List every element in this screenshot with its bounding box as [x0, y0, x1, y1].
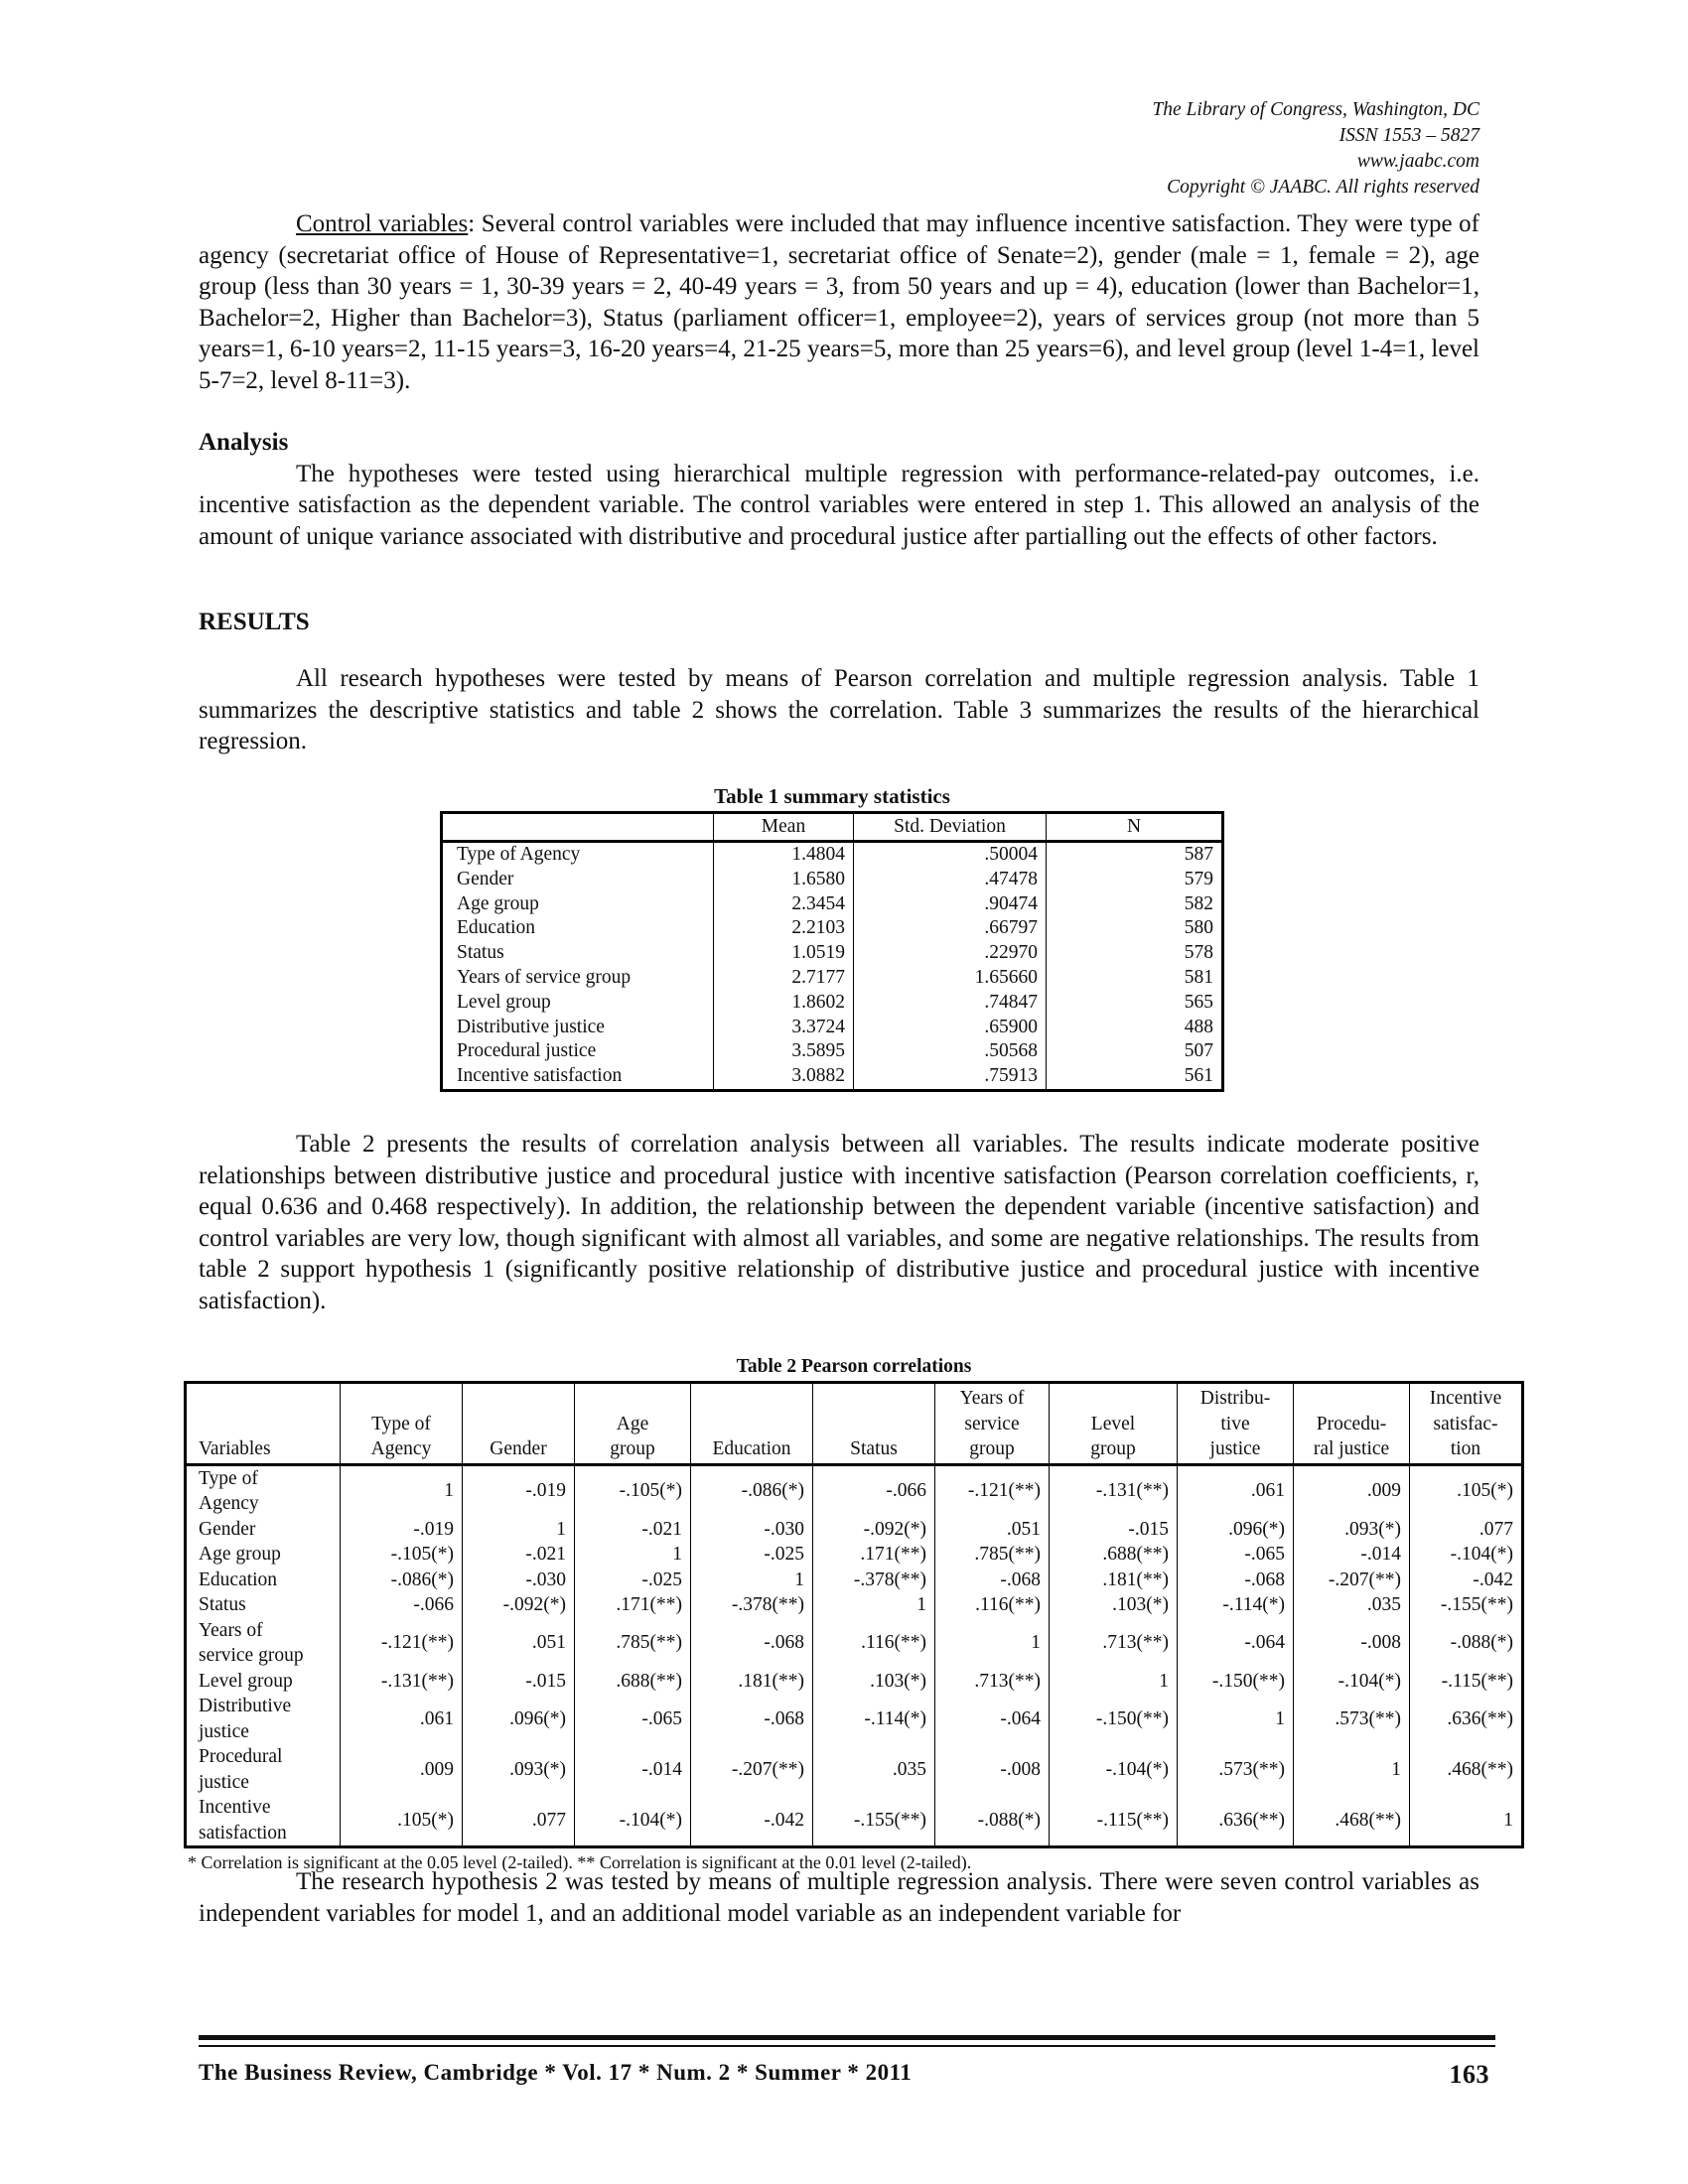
table-2-col-header-line: group: [969, 1438, 1015, 1459]
table-2-cell: -.042: [1410, 1568, 1523, 1593]
table-2-cell: .636(**): [1178, 1795, 1294, 1847]
table-2-row-label: [186, 1618, 341, 1669]
table-2-cell: .105(*): [341, 1795, 463, 1847]
table-2-cell: -.131(**): [1050, 1464, 1178, 1517]
table-2-col-header: [341, 1383, 463, 1465]
table-2-cell: .035: [813, 1744, 935, 1795]
table-2-cell: -.150(**): [1050, 1694, 1178, 1744]
page-number: 163: [1449, 2060, 1489, 2089]
table-1-body: [442, 842, 1223, 1091]
table-2-row-label-line: Procedural: [199, 1746, 283, 1767]
table-2-cell: -.378(**): [691, 1592, 813, 1618]
table-1-row-label: Gender: [442, 868, 714, 892]
table-2-cell: -.121(**): [935, 1464, 1050, 1517]
results-heading: RESULTS: [199, 609, 310, 635]
table-2-cell: -.086(*): [341, 1568, 463, 1593]
table-1-cell: 1.8602: [714, 991, 854, 1016]
table-1-cell: 1.0519: [714, 941, 854, 966]
table-2-cell: -.019: [463, 1464, 575, 1517]
control-variables-text: : Several control variables were included that may influence incentive satisfaction. They were type of agency (secretariat office of House of Representative=1, secretariat office of Senate=2), gender (male = 1, female = 2), age group (less than 30 years = 1, 30-39 years = 2, 40-49 years = 3, from 50 years and up = 4), education (lower than Bachelor=1, Bachelor=2, Higher than Bachelor=3), Status (parliament officer=1, employee=2), years of services group (not more than 5 years=1, 6-10 years=2, 11-15 years=3, 16-20 years=4, 21-25 years=5, more than 25 years=6), and level group (level 1-4=1, level 5-7=2, level 8-11=3).: [199, 210, 1479, 394]
table-1-cell: .75913: [854, 1064, 1047, 1090]
table-1-caption: Table 1 summary statistics: [714, 784, 950, 808]
table-2-cell: 1: [813, 1592, 935, 1618]
table-2-cell: -.114(*): [813, 1694, 935, 1744]
table-2-col-header-line: justice: [1209, 1438, 1261, 1459]
table-1-header-row: [442, 813, 1223, 842]
table-2-cell: -.066: [813, 1464, 935, 1517]
table-1-cell: 2.7177: [714, 966, 854, 991]
table-2-cell: .009: [1294, 1464, 1410, 1517]
table-2-cell: -.086(*): [691, 1464, 813, 1517]
table-2-row-label: [186, 1592, 341, 1618]
table-2-cell: 1: [575, 1542, 691, 1568]
summary-statistics-table: [440, 811, 1224, 1092]
table-1-cell: 3.5895: [714, 1039, 854, 1064]
table-2-row: [186, 1694, 1523, 1744]
table-1-cell: 1.6580: [714, 868, 854, 892]
table-2-row: [186, 1464, 1523, 1517]
table-2-cell: -.064: [935, 1694, 1050, 1744]
table-2-significance-note: * Correlation is significant at the 0.05 level (2-tailed). ** Correlation is significant at the 0.01 level (2-tailed).: [188, 1852, 972, 1872]
table-2-body: [186, 1464, 1523, 1847]
table-2-cell: -.021: [463, 1542, 575, 1568]
results-paragraph-1: All research hypotheses were tested by means of Pearson correlation and multiple regression analysis. Table 1 summarizes the descriptive statistics and table 2 shows the correlation. Table 3 summarizes the results of the hierarchical regression.: [199, 665, 1479, 754]
table-1-row-label: Age group: [442, 892, 714, 917]
pearson-correlations-table: [184, 1381, 1524, 1848]
table-2-row-label-line: Education: [199, 1569, 278, 1590]
table-1-cell: 3.0882: [714, 1064, 854, 1090]
table-2-col-header: [1050, 1383, 1178, 1465]
table-1-row: [442, 991, 1223, 1016]
table-1-cell: 2.2103: [714, 916, 854, 941]
table-1: [440, 784, 1224, 1092]
table-2-row: [186, 1795, 1523, 1847]
table-1-cell: 565: [1047, 991, 1223, 1016]
table-2-cell: -.015: [1050, 1517, 1178, 1543]
control-variables-label: Control variables: [296, 210, 469, 237]
table-1-cell: 2.3454: [714, 892, 854, 917]
table-2-cell: -.008: [935, 1744, 1050, 1795]
table-2-cell: -.025: [575, 1568, 691, 1593]
table-2-cell: .468(**): [1294, 1795, 1410, 1847]
table-2-cell: 1: [1410, 1795, 1523, 1847]
table-1-cell: 578: [1047, 941, 1223, 966]
table-2-cell: -.019: [341, 1517, 463, 1543]
header-line-1: The Library of Congress, Washington, DC: [1152, 99, 1479, 120]
table-1-row: [442, 1016, 1223, 1040]
table-2-cell: -.105(*): [575, 1464, 691, 1517]
table-2-cell: 1: [935, 1618, 1050, 1669]
table-1-cell: 1.65660: [854, 966, 1047, 991]
table-1-cell: 579: [1047, 868, 1223, 892]
table-1-row: [442, 1064, 1223, 1090]
table-2-cell: .116(**): [935, 1592, 1050, 1618]
table-2-row: [186, 1542, 1523, 1568]
table-1-row-label: Procedural justice: [442, 1039, 714, 1064]
table-2-cell: -.008: [1294, 1618, 1410, 1669]
table-2-cell: .103(*): [813, 1669, 935, 1695]
table-1-row-label: Incentive satisfaction: [442, 1064, 714, 1090]
table-2-row: [186, 1517, 1523, 1543]
table-2-cell: -.207(**): [1294, 1568, 1410, 1593]
table-2-cell: -.014: [1294, 1542, 1410, 1568]
footer-rule-thick: [199, 2035, 1495, 2040]
table-1-row-label: Education: [442, 916, 714, 941]
table-2-cell: -.105(*): [341, 1542, 463, 1568]
table-2-row-label-line: justice: [199, 1720, 249, 1742]
table-2-cell: -.068: [1178, 1568, 1294, 1593]
table-2-cell: -.092(*): [463, 1592, 575, 1618]
table-2-col-header: [935, 1383, 1050, 1465]
table-2-row-label-line: service group: [199, 1645, 304, 1666]
table-2-row-label: [186, 1694, 341, 1744]
table-1-cell: 581: [1047, 966, 1223, 991]
footer-journal: The Business Review, Cambridge * Vol. 17 * Num. 2 * Summer * 2011: [199, 2060, 913, 2085]
table-1-cell: 488: [1047, 1016, 1223, 1040]
table-2-cell: -.015: [463, 1669, 575, 1695]
control-variables-section: [199, 208, 1479, 396]
results-paragraph-2: Table 2 presents the results of correlation analysis between all variables. The results indicate moderate positive relationships between distributive justice and procedural justice with incentive satisfaction (Pearson correlation coefficients, r, equal 0.636 and 0.468 respectively). In addition, the relationship between the dependent variable (incentive satisfaction) and control variables are very low, though significant with almost all variables, and some are negative relationships. The results from table 2 support hypothesis 1 (significantly positive relationship of distributive justice and procedural justice with incentive satisfaction).: [199, 1131, 1479, 1314]
table-2-cell: -.092(*): [813, 1517, 935, 1543]
table-1-cell: .50004: [854, 842, 1047, 868]
table-2-row-label: [186, 1568, 341, 1593]
table-2-row-label-line: satisfaction: [199, 1822, 287, 1843]
table-2-cell: -.155(**): [813, 1795, 935, 1847]
analysis-paragraph: The hypotheses were tested using hierarchical multiple regression with performance-related-pay outcomes, i.e. incentive satisfaction as the dependent variable. The control variables were entered in step 1. This allowed an analysis of the amount of unique variance associated with distributive and procedural justice after partialling out the effects of other factors.: [199, 460, 1479, 550]
table-2-cell: -.066: [341, 1592, 463, 1618]
table-2-cell: 1: [691, 1568, 813, 1593]
table-2-cell: -.104(*): [575, 1795, 691, 1847]
table-1-cell: 1.4804: [714, 842, 854, 868]
table-2-cell: -.131(**): [341, 1669, 463, 1695]
table-2-cell: -.030: [691, 1517, 813, 1543]
table-2-col-header-line: group: [1090, 1438, 1136, 1459]
table-1-cell: 507: [1047, 1039, 1223, 1064]
table-2-cell: .103(*): [1050, 1592, 1178, 1618]
table-2-row-label-line: Agency: [199, 1493, 259, 1514]
table-2-caption: Table 2 Pearson correlations: [736, 1356, 972, 1377]
table-1-cell: 580: [1047, 916, 1223, 941]
table-2-col-header: [691, 1383, 813, 1465]
table-2-cell: -.155(**): [1410, 1592, 1523, 1618]
table-2-col-header-line: tive: [1220, 1413, 1250, 1434]
table-2-col-header-line: Type of: [371, 1413, 431, 1434]
table-2-cell: -.014: [575, 1744, 691, 1795]
table-2-cell: -.088(*): [935, 1795, 1050, 1847]
table-2-col-header: [1410, 1383, 1523, 1465]
table-1-row-label: Type of Agency: [442, 842, 714, 868]
table-1-row: [442, 941, 1223, 966]
table-2-cell: -.115(**): [1050, 1795, 1178, 1847]
table-2-col-header: [186, 1383, 341, 1465]
table-1-cell: .65900: [854, 1016, 1047, 1040]
table-1-row: [442, 868, 1223, 892]
table-1-cell: 3.3724: [714, 1016, 854, 1040]
table-2-col-header-line: Agency: [370, 1438, 432, 1459]
table-2-cell: -.068: [935, 1568, 1050, 1593]
table-1-col-std: Std. Deviation: [854, 813, 1047, 842]
table-2-cell: -.207(**): [691, 1744, 813, 1795]
table-2: [184, 1355, 1524, 1873]
results-intro: [199, 663, 1479, 757]
table-2-row-label-line: justice: [199, 1771, 249, 1793]
table-2-cell: -.021: [575, 1517, 691, 1543]
table-2-cell: -.150(**): [1178, 1669, 1294, 1695]
table-1-cell: .74847: [854, 991, 1047, 1016]
table-2-cell: .061: [1178, 1464, 1294, 1517]
table-2-row-label-line: Status: [199, 1594, 246, 1615]
table-2-cell: .573(**): [1178, 1744, 1294, 1795]
table-1-row: [442, 916, 1223, 941]
table-2-cell: .785(**): [935, 1542, 1050, 1568]
table-2-col-header-line: Incentive: [1429, 1388, 1502, 1409]
table-2-cell: -.378(**): [813, 1568, 935, 1593]
table-2-col-header-line: satisfac-: [1433, 1413, 1498, 1434]
table-2-cell: .171(**): [575, 1592, 691, 1618]
table-2-cell: 1: [1294, 1744, 1410, 1795]
table-2-cell: .051: [935, 1517, 1050, 1543]
table-2-cell: 1: [463, 1517, 575, 1543]
table-2-cell: -.068: [691, 1618, 813, 1669]
table-2-cell: .061: [341, 1694, 463, 1744]
results-correlation-discussion: [199, 1129, 1479, 1316]
table-2-row-label: [186, 1795, 341, 1847]
table-2-cell: -.042: [691, 1795, 813, 1847]
table-2-cell: .688(**): [1050, 1542, 1178, 1568]
analysis-heading: Analysis: [199, 429, 289, 456]
table-2-cell: .077: [463, 1795, 575, 1847]
table-2-cell: .468(**): [1410, 1744, 1523, 1795]
table-2-cell: .051: [463, 1618, 575, 1669]
running-header: [1152, 97, 1479, 201]
table-2-cell: 1: [1178, 1694, 1294, 1744]
table-2-cell: .093(*): [1294, 1517, 1410, 1543]
footer-rule-thin: [199, 2045, 1495, 2047]
table-2-col-header: [463, 1383, 575, 1465]
table-2-col-header: [575, 1383, 691, 1465]
table-2-row-label-line: Level group: [199, 1670, 293, 1692]
running-footer: [199, 2060, 1489, 2089]
table-2-row: [186, 1744, 1523, 1795]
table-1-col-mean: Mean: [714, 813, 854, 842]
table-2-col-header-line: Procedu-: [1316, 1413, 1387, 1434]
table-2-row-label: [186, 1517, 341, 1543]
table-2-row-label-line: Gender: [199, 1518, 256, 1540]
table-2-cell: .713(**): [1050, 1618, 1178, 1669]
table-2-col-header: [813, 1383, 935, 1465]
table-2-col-header-line: tion: [1450, 1438, 1481, 1459]
table-2-cell: .636(**): [1410, 1694, 1523, 1744]
table-2-cell: 1: [341, 1464, 463, 1517]
table-1-cell: .22970: [854, 941, 1047, 966]
table-2-cell: .105(*): [1410, 1464, 1523, 1517]
table-2-col-header-line: service: [964, 1413, 1020, 1434]
table-2-row-label: [186, 1744, 341, 1795]
table-2-cell: -.068: [691, 1694, 813, 1744]
table-2-cell: .116(**): [813, 1618, 935, 1669]
table-2-row-label-line: Incentive: [199, 1797, 271, 1818]
results-paragraph-3: The research hypothesis 2 was tested by means of multiple regression analysis. There were seven control variables as independent variables for model 1, and an additional model variable as an independent variable for: [199, 1868, 1479, 1927]
table-2-cell: .096(*): [1178, 1517, 1294, 1543]
table-2-cell: -.115(**): [1410, 1669, 1523, 1695]
table-1-cell: 582: [1047, 892, 1223, 917]
table-2-col-header-line: Distribu-: [1199, 1388, 1271, 1409]
table-2-row: [186, 1592, 1523, 1618]
table-2-col-header-line: Level: [1090, 1413, 1136, 1434]
table-1-row: [442, 966, 1223, 991]
table-2-cell: .171(**): [813, 1542, 935, 1568]
table-2-row-label-line: Distributive: [199, 1696, 292, 1716]
table-2-col-header-line: group: [610, 1438, 655, 1459]
table-2-cell: .096(*): [463, 1694, 575, 1744]
table-1-cell: .50568: [854, 1039, 1047, 1064]
table-2-cell: .785(**): [575, 1618, 691, 1669]
table-1-row-label: Distributive justice: [442, 1016, 714, 1040]
table-2-row: [186, 1568, 1523, 1593]
table-2-cell: .688(**): [575, 1669, 691, 1695]
table-2-row-label: [186, 1542, 341, 1568]
table-2-cell: .181(**): [1050, 1568, 1178, 1593]
table-2-cell: -.030: [463, 1568, 575, 1593]
table-2-cell: .077: [1410, 1517, 1523, 1543]
table-2-cell: -.065: [1178, 1542, 1294, 1568]
analysis-section: [199, 427, 1479, 552]
table-2-cell: .035: [1294, 1592, 1410, 1618]
table-2-col-header-line: Age: [616, 1413, 649, 1434]
table-1-row-label: Years of service group: [442, 966, 714, 991]
table-1-row: [442, 892, 1223, 917]
table-1-col-n: N: [1047, 813, 1223, 842]
table-2-row: [186, 1618, 1523, 1669]
table-1-row: [442, 1039, 1223, 1064]
header-line-4: Copyright © JAABC. All rights reserved: [1167, 177, 1479, 198]
table-2-row: [186, 1669, 1523, 1695]
table-2-col-header: [1294, 1383, 1410, 1465]
results-section: [199, 607, 1479, 638]
results-regression-intro: [199, 1866, 1479, 1929]
table-2-row-label-line: Years of: [199, 1619, 263, 1641]
table-2-cell: -.064: [1178, 1618, 1294, 1669]
table-2-cell: -.114(*): [1178, 1592, 1294, 1618]
table-1-cell: 561: [1047, 1064, 1223, 1090]
table-2-cell: -.104(*): [1050, 1744, 1178, 1795]
table-2-col-header-line: Years of: [959, 1388, 1025, 1409]
table-1-cell: .66797: [854, 916, 1047, 941]
table-2-col-header-line: Status: [850, 1438, 898, 1459]
table-2-cell: -.121(**): [341, 1618, 463, 1669]
table-2-cell: -.025: [691, 1542, 813, 1568]
table-2-row-label: [186, 1464, 341, 1517]
table-2-cell: 1: [1050, 1669, 1178, 1695]
table-2-col-header-line: Gender: [490, 1438, 547, 1459]
table-2-cell: -.104(*): [1410, 1542, 1523, 1568]
table-1-cell: 587: [1047, 842, 1223, 868]
table-2-cell: .573(**): [1294, 1694, 1410, 1744]
table-2-col-header-line: Education: [712, 1438, 791, 1459]
control-variables-paragraph: [199, 208, 1479, 396]
table-2-cell: -.065: [575, 1694, 691, 1744]
table-2-row-label-line: Type of: [199, 1467, 258, 1489]
table-2-header-row: [186, 1383, 1523, 1465]
table-2-cell: -.104(*): [1294, 1669, 1410, 1695]
table-1-row-label: Level group: [442, 991, 714, 1016]
table-2-col-header-line: ral justice: [1313, 1438, 1390, 1459]
table-2-cell: .009: [341, 1744, 463, 1795]
table-2-row-label: [186, 1669, 341, 1695]
table-1-row-label: Status: [442, 941, 714, 966]
table-2-col-header-line: Variables: [199, 1438, 271, 1459]
table-1-cell: .47478: [854, 868, 1047, 892]
table-1-row: [442, 842, 1223, 868]
table-1-cell: .90474: [854, 892, 1047, 917]
table-2-cell: .093(*): [463, 1744, 575, 1795]
table-1-col-0: [442, 813, 714, 842]
table-2-row-label-line: Age group: [199, 1544, 281, 1565]
table-2-cell: .181(**): [691, 1669, 813, 1695]
header-line-2: ISSN 1553 – 5827: [1338, 125, 1479, 146]
table-2-cell: -.088(*): [1410, 1618, 1523, 1669]
header-line-3: www.jaabc.com: [1356, 151, 1479, 172]
table-2-cell: .713(**): [935, 1669, 1050, 1695]
table-2-col-header: [1178, 1383, 1294, 1465]
